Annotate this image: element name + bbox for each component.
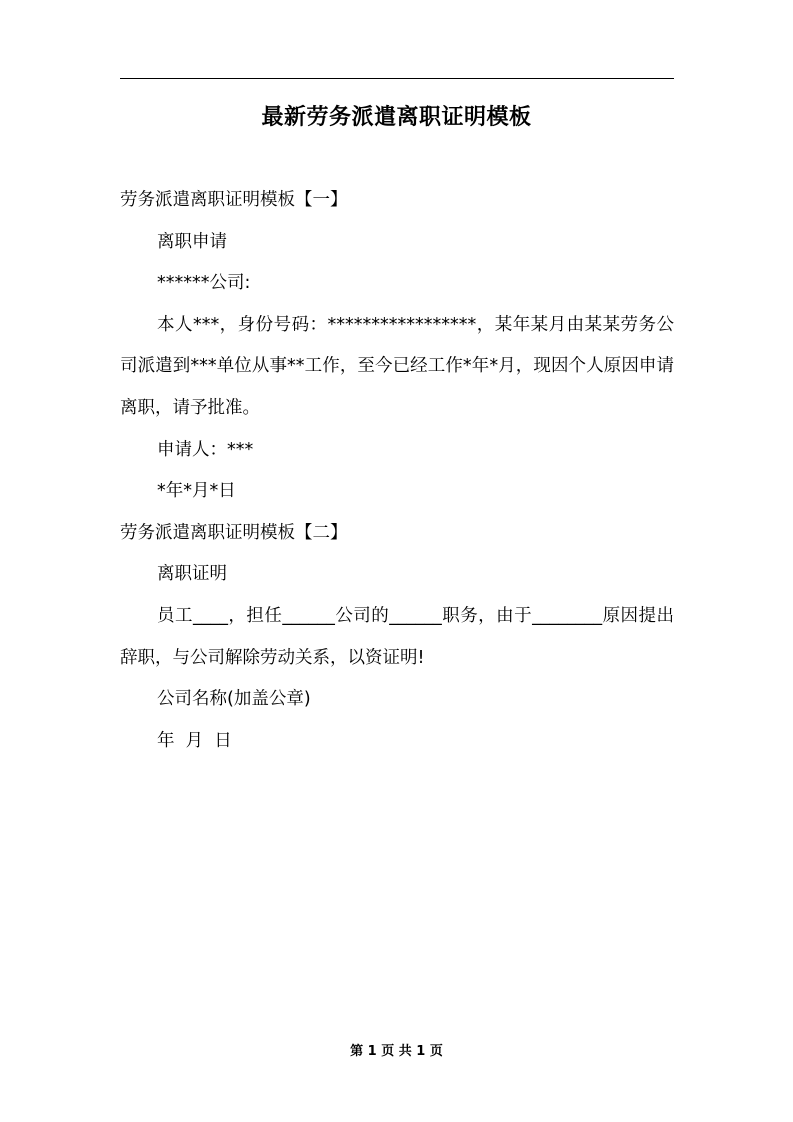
section-2-company: 公司名称(加盖公章) (157, 689, 311, 710)
section-1-date: *年*月*日 (157, 481, 236, 502)
section-2-heading: 劳务派遣离职证明模板【二】 (120, 522, 348, 543)
section-1-paragraph: 本人***，身份号码：*****************，某年某月由某某劳务公司派遣到***单位从事**工作，至今已经工作*年*月，现因个人原因申请离职，请予批准。 (120, 314, 674, 418)
section-1-subheading: 离职申请 (157, 231, 227, 252)
page-number-label: 第 1 页 共 1 页 (350, 1044, 443, 1059)
document-body (120, 180, 674, 762)
section-2-paragraph: 员工____，担任______公司的______职务，由于________原因提出辞职，与公司解除劳动关系，以资证明! (120, 605, 674, 668)
section-1-heading: 劳务派遣离职证明模板【一】 (120, 190, 348, 210)
document-title: 最新劳务派遣离职证明模板 (261, 105, 532, 130)
section-1-applicant: 申请人：*** (157, 439, 254, 460)
section-2-date: 年 月 日 (157, 730, 232, 751)
section-1-salutation: ******公司: (157, 273, 251, 294)
header-rule (120, 78, 674, 79)
page-footer (0, 1040, 793, 1064)
section-2-subheading: 离职证明 (157, 564, 227, 585)
